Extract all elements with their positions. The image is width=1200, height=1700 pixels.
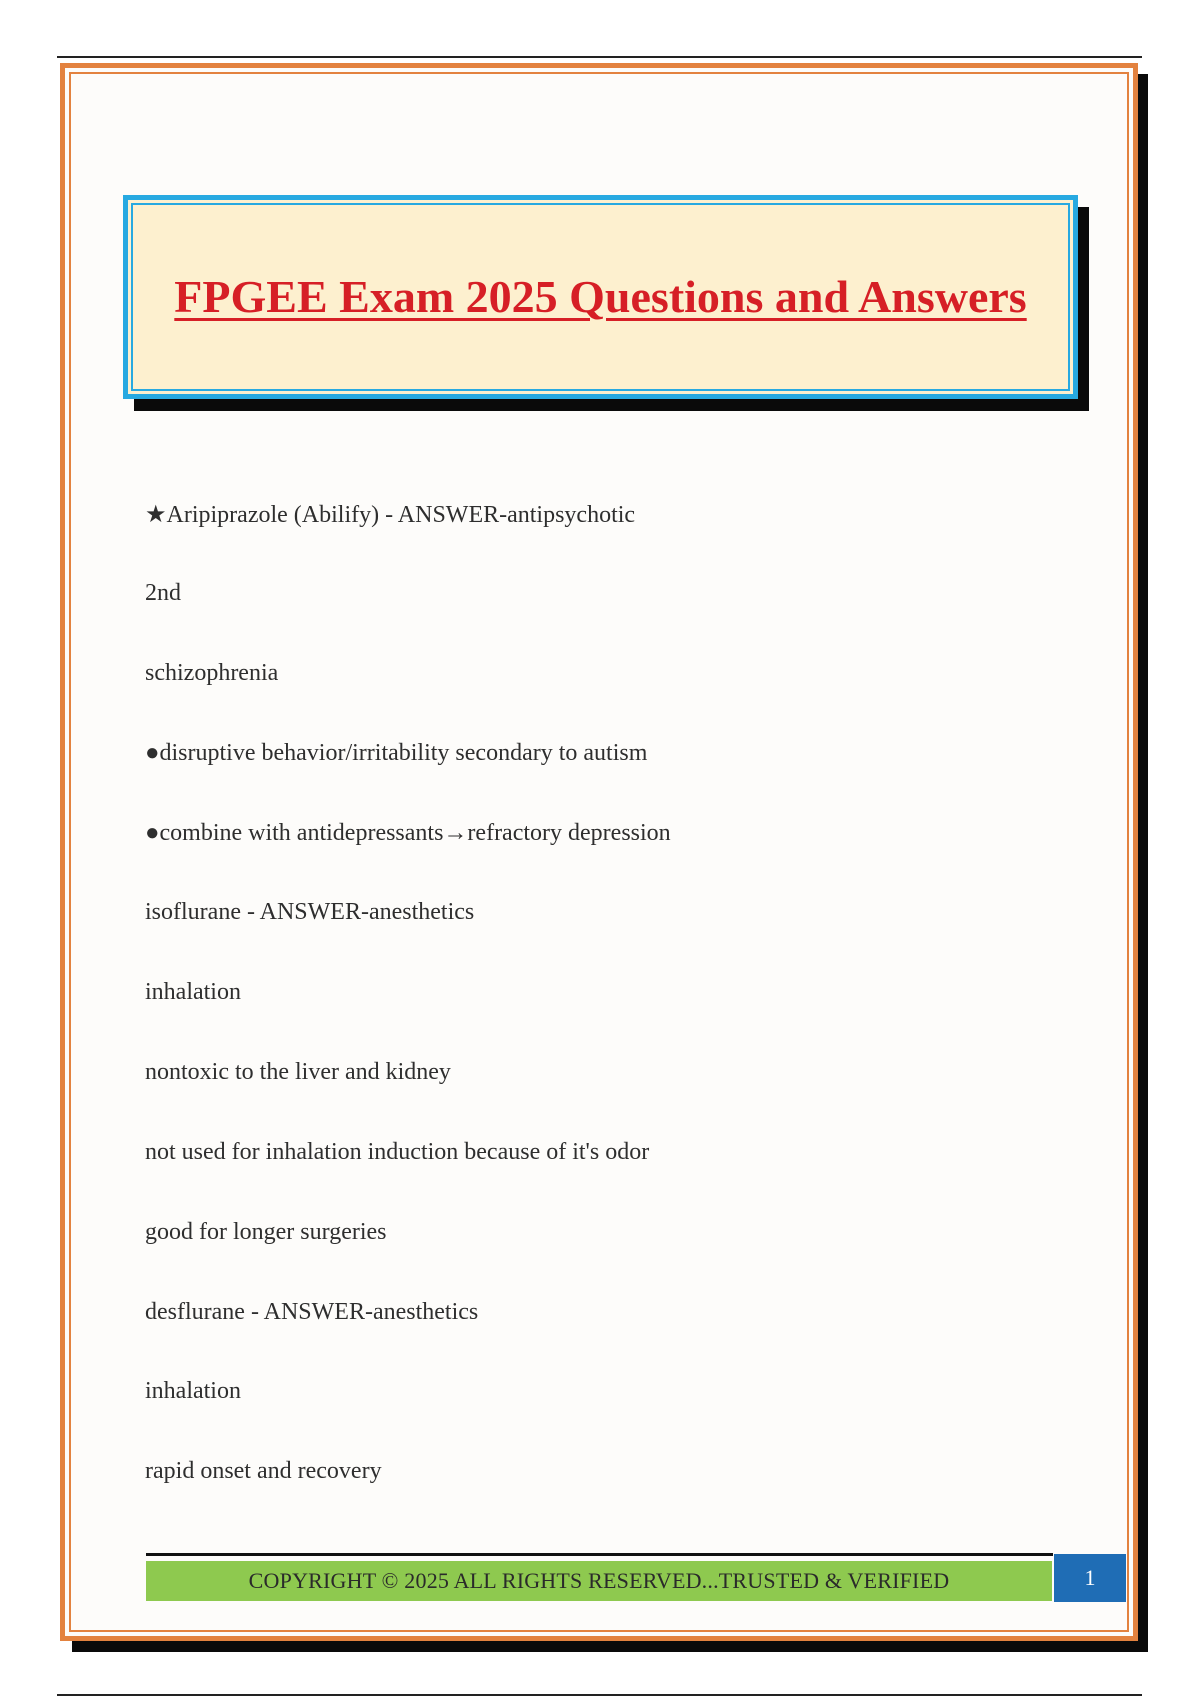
top-rule <box>57 56 1142 58</box>
body-line: rapid onset and recovery <box>145 1458 382 1484</box>
page-number: 1 <box>1054 1554 1126 1602</box>
body-line: isoflurane - ANSWER-anesthetics <box>145 899 475 925</box>
body-line: inhalation <box>145 979 241 1005</box>
body-line: ★Aripiprazole (Abilify) - ANSWER-antipsychotic <box>145 502 636 528</box>
body-line: good for longer surgeries <box>145 1219 387 1245</box>
footer-bar <box>146 1561 1052 1601</box>
body-line: 2nd <box>145 580 181 606</box>
copyright-text: COPYRIGHT © 2025 ALL RIGHTS RESERVED...TRUSTED & VERIFIED <box>248 1568 950 1593</box>
footer-rule <box>146 1553 1053 1556</box>
body-line: desflurane - ANSWER-anesthetics <box>145 1299 479 1325</box>
body-line: inhalation <box>145 1378 241 1404</box>
document-title: FPGEE Exam 2025 Questions and Answers <box>174 271 1027 322</box>
bottom-rule <box>57 1694 1142 1696</box>
body-line: ●disruptive behavior/irritability secondary to autism <box>145 740 648 766</box>
body-line: nontoxic to the liver and kidney <box>145 1059 451 1085</box>
title-box <box>123 195 1078 399</box>
body-line: not used for inhalation induction because of it's odor <box>145 1139 650 1165</box>
body-line: ●combine with antidepressants→refractory depression <box>145 820 671 846</box>
body-line: schizophrenia <box>145 660 279 686</box>
